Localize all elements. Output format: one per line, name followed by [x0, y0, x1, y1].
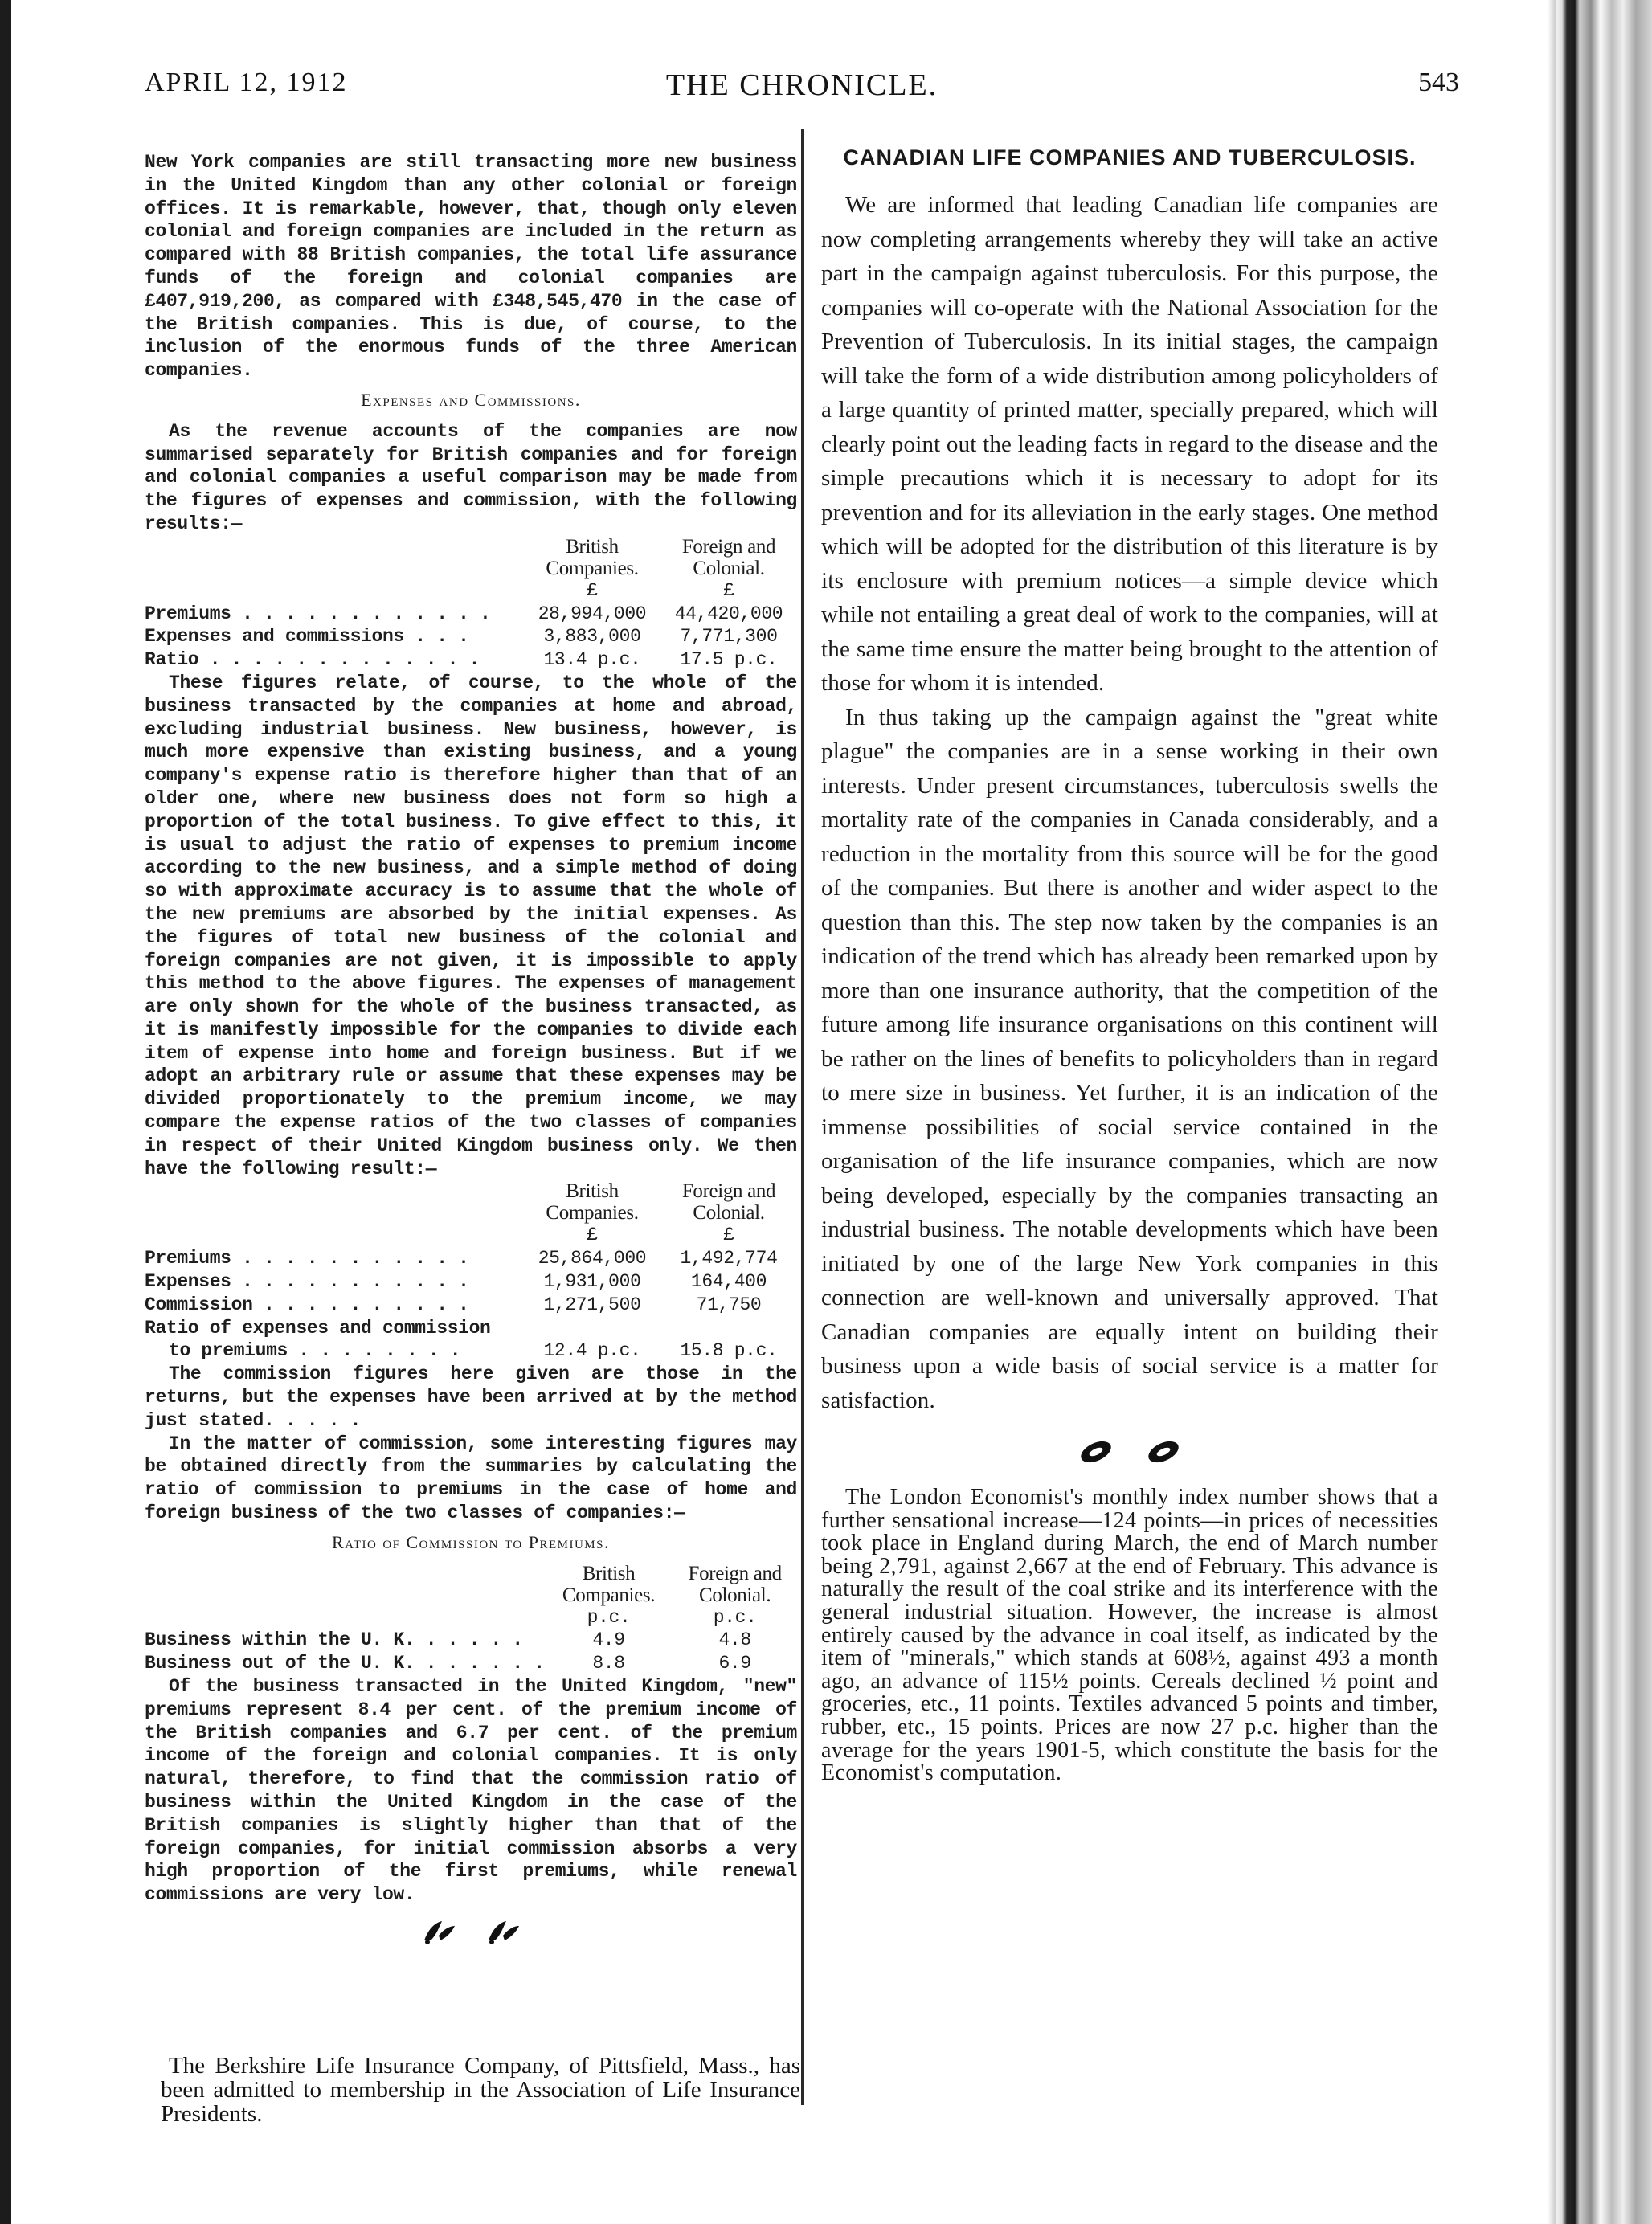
- uk-business-table: [145, 1180, 797, 1363]
- table-row: [145, 1317, 797, 1340]
- column-header: Foreign and: [681, 535, 776, 558]
- cell-value: 17.5 p.c.: [680, 649, 778, 671]
- row-label: Ratio of expenses and commission: [145, 1317, 491, 1339]
- row-label: Premiums . . . . . . . . . . . .: [145, 603, 491, 624]
- column-header: Companies.: [546, 557, 639, 579]
- row-label: Premiums . . . . . . . . . . .: [145, 1248, 469, 1269]
- left-column: [145, 151, 797, 1980]
- paragraph: Of the business transacted in the United Kingdom, "new" premiums represent 8.4 per cent. of the premium income of the British companies and 6.7 per cent. of the premium income of the foreign and colonial companies. It is only natural, therefore, to find that the commission ratio of business within the United Kingdom in the case of the British companies is slightly higher than that of the foreign companies, for initial commission absorbs a very high proportion of the first premiums, while renewal commissions are very low.: [145, 1676, 797, 1906]
- page-number: 543: [1418, 67, 1459, 97]
- column-header: Foreign and: [681, 1180, 776, 1203]
- cell-value: 1,271,500: [543, 1294, 641, 1315]
- section-ornament: [821, 1438, 1438, 1466]
- row-label: Commission . . . . . . . . . .: [145, 1294, 469, 1315]
- cell-value: 15.8 p.c.: [680, 1340, 778, 1362]
- fleuron-icon: [1144, 1438, 1183, 1466]
- fleuron-icon: [485, 1916, 521, 1945]
- column-header: Foreign and: [688, 1562, 782, 1584]
- fleuron-icon: [421, 1916, 456, 1945]
- column-header: British: [582, 1562, 636, 1584]
- paragraph: As the revenue accounts of the companies are now summarised separately for British companies and for foreign and colonial companies a useful comparison may be made from the figures of expenses and commission, with the following results:—: [145, 420, 797, 534]
- cell-value: 12.4 p.c.: [543, 1340, 641, 1362]
- section-ornament: [145, 1916, 797, 1957]
- table-row: [145, 625, 797, 648]
- column-header: British: [566, 535, 619, 558]
- cell-value: 25,864,000: [538, 1248, 647, 1269]
- unit-label: £: [587, 1224, 598, 1246]
- cell-value: 164,400: [690, 1271, 767, 1293]
- table-row: [145, 1339, 797, 1363]
- column-rule: [801, 129, 804, 2105]
- row-label: Expenses . . . . . . . . . . .: [145, 1271, 469, 1293]
- fleuron-icon: [1077, 1438, 1115, 1466]
- section-heading: Ratio of Commission to Premiums.: [331, 1531, 610, 1552]
- cell-value: 6.9: [718, 1653, 751, 1674]
- table-row: [145, 603, 797, 626]
- row-label: Expenses and commissions . . .: [145, 626, 469, 648]
- cell-value: 4.9: [592, 1629, 625, 1651]
- cell-value: 4.8: [718, 1629, 751, 1651]
- table-row: [145, 1270, 797, 1294]
- paragraph: In the matter of commission, some interesting figures may be obtained directly from the summaries by calculating the ratio of commission to premiums in the case of home and foreign business of the two classes of companies:—: [145, 1433, 797, 1524]
- paragraph: The London Economist's monthly index number shows that a further sensational increase—124 points—in prices of necessities took place in England during March, the end of March number being 2,791, against 2,667 at the end of February. This advance is naturally the result of the coal strike and its interference with the general industrial situation. However, the increase is almost entirely caused by the advance in coal itself, as indicated by the item of "minerals," which stands at 608½, against 493 a month ago, an advance of 115½ points. Cereals declined ½ point and groceries, etc., 11 points. Textiles advanced 5 points and timber, rubber, etc., 15 points. Prices are now 27 p.c. higher than the average for the years 1901-5, which constitute the basis for the Economist's computation.: [821, 1485, 1438, 1786]
- table-row: [145, 1629, 797, 1652]
- right-column: [821, 143, 1438, 1785]
- book-binding: [1556, 0, 1652, 2224]
- paragraph: These figures relate, of course, to the whole of the business transacted by the companies at home and abroad, excluding industrial business. New business, however, is much more expensive than existing business, and a young company's expense ratio is therefore higher than that of an older one, where new business does not form so high a proportion of the total business. To give effect to this, it is usual to adjust the ratio of expenses to premium income according to the new business, and a simple method of doing so with approximate accuracy is to assume that the whole of the new premiums are absorbed by the initial expenses. As the figures of total new business of the colonial and foreign companies are not given, it is impossible to apply this method to the above figures. The expenses of management are only shown for the whole of the business transacted, as it is manifestly impossible for the companies to divide each item of expense into home and foreign business. But if we adopt an arbitrary rule or assume that these expenses may be divided proportionately to the premium income, we may compare the expense ratios of the two classes of companies in respect of their United Kingdom business only. We then have the following result:—: [145, 672, 797, 1179]
- column-header: Colonial.: [693, 557, 765, 579]
- commission-ratio-table: [145, 1563, 797, 1675]
- cell-value: 28,994,000: [538, 603, 647, 624]
- section-heading: Expenses and Commissions.: [361, 389, 581, 410]
- cell-value: 7,771,300: [680, 626, 778, 648]
- column-header: British: [566, 1180, 619, 1203]
- paragraph: We are informed that leading Canadian life companies are now completing arrangements whereby they will take an active part in the campaign against tuberculosis. For this purpose, the companies will co-operate with the National Association for the Prevention of Tuberculosis. In its initial stages, the campaign will take the form of a wide distribution among policyholders of a large quantity of printed matter, specially prepared, which will clearly point out the leading facts in regard to the disease and the simple precautions which it is necessary to adopt for its prevention and for its alleviation in the early stages. One method which will be adopted for the distribution of this literature is by its enclosure with premium notices—a simple device which while not entailing a great deal of work to the companies, will at the same time ensure the matter being brought to the attention of those for whom it is intended.: [821, 192, 1438, 696]
- cell-value: 44,420,000: [674, 603, 783, 624]
- row-label: Business out of the U. K. . . . . . .: [145, 1653, 545, 1674]
- row-label: to premiums . . . . . . . .: [169, 1340, 461, 1362]
- article-headline: CANADIAN LIFE COMPANIES AND TUBERCULOSIS.: [843, 145, 1417, 170]
- cell-value: 13.4 p.c.: [543, 649, 641, 671]
- scan-left-edge: [0, 0, 11, 2224]
- column-header: Companies.: [546, 1202, 639, 1224]
- cell-value: 3,883,000: [543, 626, 641, 648]
- expenses-table: [145, 536, 797, 672]
- column-header: Colonial.: [693, 1202, 765, 1224]
- cell-value: 1,931,000: [543, 1271, 641, 1293]
- table-row: [145, 1652, 797, 1675]
- issue-date: APRIL 12, 1912: [145, 67, 348, 97]
- row-label: Ratio . . . . . . . . . . . . .: [145, 649, 480, 671]
- table-row: [145, 1294, 797, 1317]
- unit-label: p.c.: [713, 1606, 757, 1628]
- table-row: [145, 1247, 797, 1270]
- column-header: Colonial.: [699, 1584, 771, 1606]
- cell-value: 71,750: [696, 1294, 762, 1315]
- unit-label: £: [587, 579, 598, 601]
- paragraph-berkshire: The Berkshire Life Insurance Company, of Pittsfield, Mass., has been admitted to membership in the Association of Life Insurance Presidents.: [161, 2053, 800, 2127]
- paragraph: In thus taking up the campaign against the "great white plague" the companies are in a sense working in their own interests. Under present circumstances, tuberculosis swells the mortality rate of the companies in Canada considerably, and a reduction in the mortality from this source will be for the good of the companies. But there is another and wider aspect to the question than this. The step now taken by the companies is an indication of the trend which has already been remarked upon by more than one insurance authority, that the competition of the future among life insurance organisations on this continent will be rather on the lines of benefits to policyholders than in regard to mere size in business. Yet further, it is an indication of the immense possibilities of social service contained in the organisation of the life insurance companies, which are now being developed, especially by the companies transacting an industrial business. The notable developments which have been initiated by one of the large New York companies in this connection are well-known and universally approved. That Canadian companies are equally intent on building their business upon a wide basis of social service is a matter for satisfaction.: [821, 704, 1438, 1413]
- unit-label: £: [723, 1224, 734, 1246]
- paragraph: New York companies are still transacting more new business in the United Kingdom than any other colonial or foreign offices. It is remarkable, however, that, though only eleven colonial and foreign companies are included in the return as compared with 88 British companies, the total life assurance funds of the foreign and colonial companies are £407,919,200, as compared with £348,545,470 in the case of the British companies. This is due, of course, to the inclusion of the enormous funds of the three American companies.: [145, 152, 797, 382]
- unit-label: £: [723, 579, 734, 601]
- row-label: Business within the U. K. . . . . .: [145, 1629, 523, 1651]
- binding-shadow: [1548, 0, 1556, 2224]
- paragraph: The commission figures here given are those in the returns, but the expenses have been arrived at by the method just stated. . . . .: [145, 1363, 797, 1431]
- cell-value: 1,492,774: [680, 1248, 778, 1269]
- column-header: Companies.: [562, 1584, 656, 1606]
- unit-label: p.c.: [587, 1606, 631, 1628]
- cell-value: 8.8: [592, 1653, 625, 1674]
- journal-title: THE CHRONICLE.: [665, 68, 938, 102]
- page-header: [145, 67, 1459, 108]
- table-row: [145, 648, 797, 672]
